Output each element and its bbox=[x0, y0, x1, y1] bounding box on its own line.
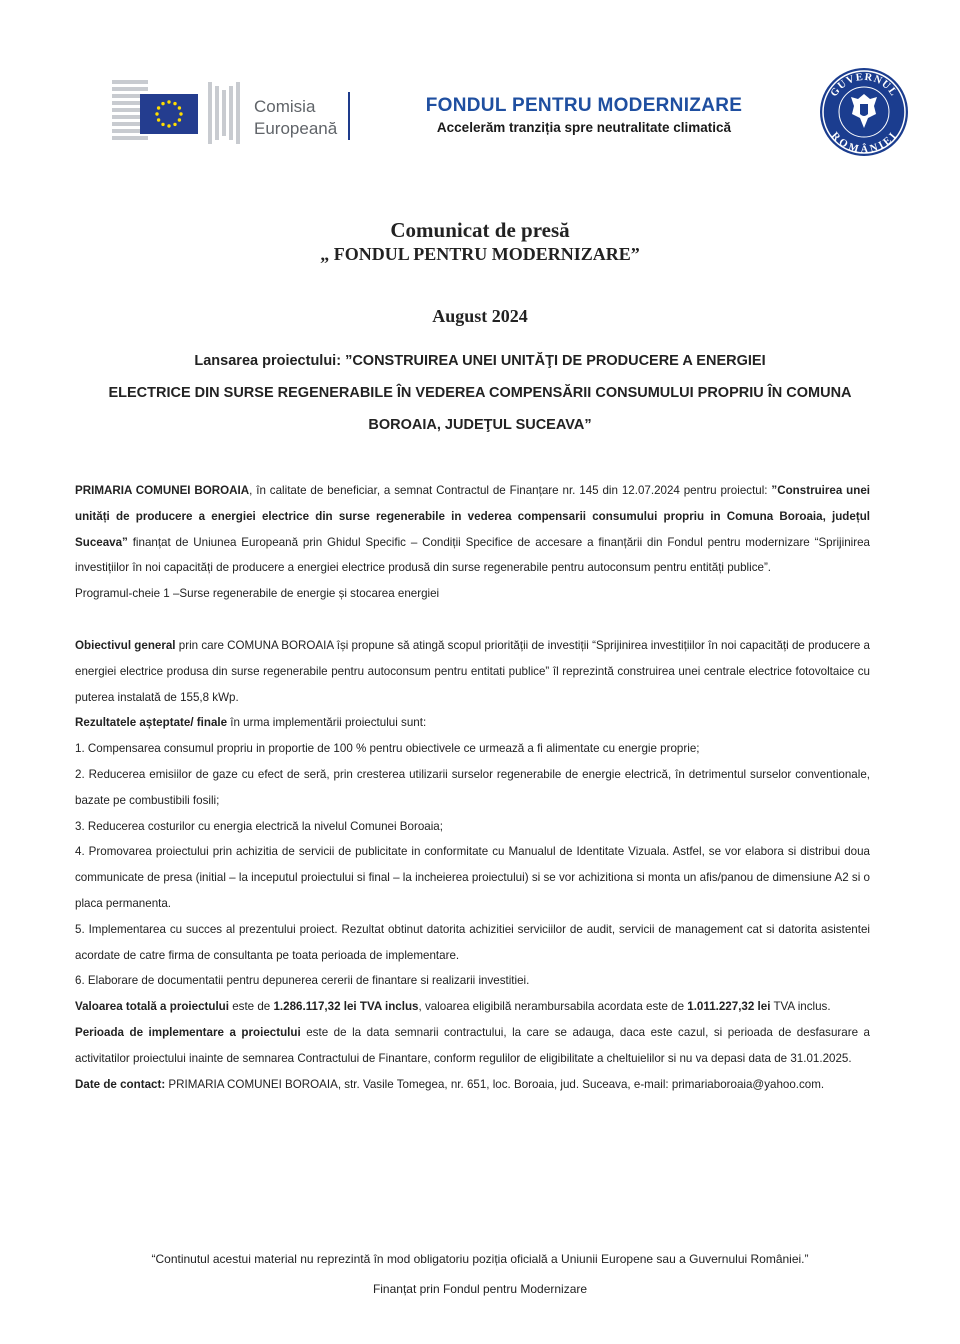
result-item-6: 6. Elaborare de documentatii pentru depunerea cererii de finantare si realizarii investitiei. bbox=[75, 974, 530, 988]
result-item-2: 2. Reducerea emisiilor de gaze cu efect de seră, prin cresterea utilizarii surselor regenerabile de energie electrică, în detrimentul surselor conventionale, bazate pe combustibili fosili; bbox=[75, 767, 870, 807]
header bbox=[0, 66, 960, 166]
release-date: August 2024 bbox=[432, 306, 528, 326]
ec-logo-line2: Europeană bbox=[254, 119, 338, 138]
project-title-line1: Lansarea proiectului: ”CONSTRUIREA UNEI UNITĂŢI DE PRODUCERE A ENERGIEI bbox=[194, 353, 766, 369]
project-name: ”Construirea unei unități de producere a energiei electrice din surse regenerabile in vederea compensarii consumului propriu in Comuna Boroaia, județul Suceava” bbox=[75, 484, 870, 549]
intro-paragraph bbox=[75, 478, 870, 581]
value-label: Valoarea totală a proiectului bbox=[75, 1000, 229, 1014]
contact-label: Date de contact: bbox=[75, 1077, 166, 1091]
ec-logo-text bbox=[254, 96, 337, 140]
european-commission-logo bbox=[112, 78, 362, 150]
seal-bottom-text: ROMÂNIEI bbox=[828, 130, 900, 156]
ec-logo-line1: Comisia bbox=[254, 97, 316, 116]
objective-paragraph bbox=[75, 633, 870, 710]
contact-text: PRIMARIA COMUNEI BOROAIA, str. Vasile Tomegea, nr. 651, loc. Boroaia, jud. Suceava, e-mail: primariaboroaia@yahoo.com. bbox=[165, 1077, 825, 1091]
results-intro bbox=[75, 710, 870, 736]
intro-text-2: finanțat de Uniunea Europeană prin Ghidul Specific – Condiții Specifice de accesare a finanțării din Fondul pentru modernizare “Sprijinirea investițiilor în noi capacități de producere a energiei electrice produsă din surse regenerabile pentru autoconsum pentru entități publice”. bbox=[75, 535, 870, 575]
document-body bbox=[75, 478, 870, 1097]
total-value: 1.286.117,32 lei TVA inclus bbox=[273, 1000, 419, 1014]
footer-funding: Finanțat prin Fondul pentru Modernizare bbox=[372, 1282, 588, 1296]
beneficiary-name: PRIMARIA COMUNEI BOROAIA bbox=[75, 484, 250, 497]
value-text-2: , valoarea eligibilă nerambursabila acordata este de bbox=[418, 1000, 688, 1014]
ec-logo-separator bbox=[348, 92, 350, 140]
implementation-period bbox=[75, 1020, 870, 1072]
result-item-1: 1. Compensarea consumul propriu in proportie de 100 % pentru obiectivele ce urmează a fi alimentate cu energie proprie; bbox=[75, 742, 700, 756]
results-intro-text: în urma implementării proiectului sunt: bbox=[227, 716, 427, 730]
contact-details bbox=[75, 1072, 870, 1098]
result-item-5: 5. Implementarea cu succes al prezentului proiect. Rezultat obtinut datorita achizitiei serviciilor de audit, servicii de management cat si datorita asistentei acordate de catre firma de consultanta pe toata perioada de implementare. bbox=[75, 922, 870, 962]
value-text-1: este de bbox=[229, 1000, 274, 1014]
project-title-line3: BOROAIA, JUDEŢUL SUCEAVA” bbox=[368, 417, 592, 433]
fund-subtitle: Accelerăm tranziția spre neutralitate climatică bbox=[436, 120, 732, 135]
eu-flag-icon bbox=[140, 94, 198, 134]
fund-title: FONDUL PENTRU MODERNIZARE bbox=[425, 95, 743, 116]
footer bbox=[0, 1244, 960, 1304]
period-label: Perioada de implementare a proiectului bbox=[75, 1025, 301, 1039]
footer-disclaimer: “Continutul acestui material nu reprezintă în mod obligatoriu poziția oficială a Uniunii Europene sau a Guvernului României.” bbox=[151, 1252, 809, 1266]
project-value bbox=[75, 994, 870, 1020]
project-title-line2: ELECTRICE DIN SURSE REGENERABILE ÎN VEDEREA COMPENSĂRII CONSUMULUI PROPRIU ÎN COMUNA bbox=[108, 385, 852, 401]
page-title: Comunicat de presă bbox=[390, 218, 570, 242]
ec-building-icon bbox=[206, 78, 246, 148]
spacer bbox=[75, 607, 870, 633]
eligible-value: 1.011.227,32 lei bbox=[687, 1000, 771, 1014]
romanian-government-seal-icon bbox=[818, 66, 910, 158]
result-item-4: 4. Promovarea proiectului prin achizitia de servicii de publicitate in conformitate cu Manualul de Identitate Vizuala. Astfel, se vor elabora si distribui doua communicate de presa (initial – la inceputul proiectului si final – la incheierea proiectului) si se vor achizitiona si monta un afis/panou de dimensiune A2 si o placa permanenta. bbox=[75, 845, 870, 910]
results-label: Rezultatele așteptate/ finale bbox=[75, 716, 228, 730]
fund-title-block bbox=[404, 94, 764, 138]
key-program: Programul-cheie 1 –Surse regenerabile de energie și stocarea energiei bbox=[75, 587, 440, 601]
objective-label: Obiectivul general bbox=[75, 638, 176, 652]
objective-text: prin care COMUNA BOROAIA își propune să atingă scopul priorității de investiții “Sprijinirea investițiilor în noi capacități de producere a energiei electrice produsa din surse regenerabile pentru autoconsum pentru entitati publice” îl reprezintă construirea unei centrale electrice fotovoltaice cu puterea instalată de 155,8 kWp. bbox=[75, 638, 871, 704]
result-item-3: 3. Reducerea costurilor cu energia electrică la nivelul Comunei Boroaia; bbox=[75, 819, 443, 833]
value-text-3: TVA inclus. bbox=[770, 1000, 831, 1014]
project-title bbox=[80, 345, 880, 441]
title-block bbox=[0, 218, 960, 328]
seal-top-text: GUVERNUL bbox=[828, 71, 900, 99]
intro-text-1: , în calitate de beneficiar, a semnat Contractul de Finanțare nr. 145 din 12.07.2024 pentru proiectul: bbox=[249, 484, 772, 497]
period-text: este de la data semnarii contractului, la care se adauga, daca este cazul, si perioada de desfasurare a activitatilor proiectului inainte de semnarea Contractului de Finantare, conform regulilor de eligibilitate a cheltuielilor si nu va depasi data de 31.01.2025. bbox=[75, 1025, 870, 1065]
page-subtitle: „ FONDUL PENTRU MODERNIZARE” bbox=[320, 244, 640, 264]
